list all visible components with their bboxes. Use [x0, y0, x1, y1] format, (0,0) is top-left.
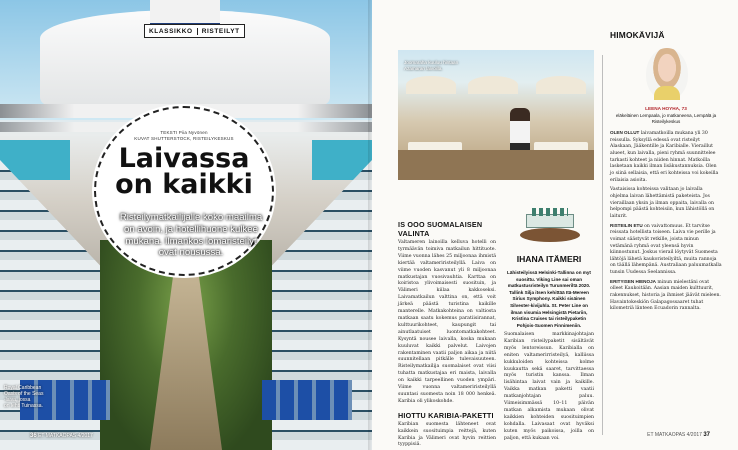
paragraph-lead: OLEN OLLUT [610, 130, 640, 135]
sidebar-title: HIMOKÄVIJÄ [610, 30, 665, 40]
headline-line: on kaikki [115, 169, 253, 200]
byline [96, 130, 272, 142]
parasol [468, 76, 518, 94]
section-heading: IS OOO SUOMALAISEN VALINTA [398, 220, 483, 238]
page-number: 37 [703, 432, 710, 438]
photo-caption: Joomaraha kuuluu hintaan Azamaran laivoilla. [404, 60, 459, 71]
sidebar-body [610, 130, 722, 315]
section-heading: HIOTTU KARIBIA-PAKETTI [398, 410, 494, 420]
person-description: eläkeläinen Lempaala, jo matkaneena, Lempälä ja Risteilykeskus [615, 113, 717, 124]
caption-line: -laiva, jossa [4, 397, 31, 403]
paragraph-text: on vaivattomuus. Et tarvitse reissata hotellista toiseen. Laiva vie perille ja voimat säästyvät retkille, joista minun vetämänä ryhmä ovat yleensä hyvin kiinnostunut. Joskus vierail löytyvät Suomesta lähtöjä lähetä kaukoristeilyiltä, muita rannoja on täällä lähempänä. Australiaan paluumatkalla tunsin Uudessa Seelannissa. [610, 223, 722, 276]
lede: Risteilymatkailijalle koko maailma on avoin, ja hotellihuone kulkee mukana. Ilmankos lomaristeilyt ovat nousussa. [119, 212, 263, 259]
caption-line: on lehti Tuinassa. [4, 403, 43, 409]
deck-chairs [262, 380, 352, 420]
parasol [536, 76, 586, 94]
body-text: Karibian suomesta lähteneet ovat kaikkein suosituimpia reittejä, kuten Karibia ja Välimeri ovat hyvin reittien tyyppisiä. [398, 421, 496, 448]
folio-left [30, 433, 93, 439]
sidebar-paragraph [610, 186, 722, 220]
headline [96, 143, 272, 200]
parasol [406, 76, 456, 94]
body-text: Valtameren lainoilla kelluva hotelli on tyrmäävän toimiva matkailun hittituote. Viime vuonna lähes 25 miljoonaa ihmistä kiertää valtameriristeilyllä. Laiva on viime vuoden kasvanut yli 8 miljoonaa matkustajan vuosivauhtia. Karttaa on koiristoa ylivoimaisesti suosituin, ja Välimeri kiilaa kakkoseksi. Laivamatkailun valttina on, että voit järkeä päästä turistina kaikille manterelle. Matkakohteina on valtiosta matkaan saatu kokemus paratiisirannat, kulttuurikohteet, kaupungit tai ainutlaatuiset luontomatkakohteet. Kysyntä nousee laivalla, koska mukaan kuuluvat kaikki palvelut. Laivojen rakentaminen vaatii paljon aikaa ja niitä suunnitellaan pitkälle tulevaisuuteen. Risteilymatkailija suomalaiset ovat viisi tuhatta matkustajaa eri maista, laivalla on kaikki tarpeellinen vuoden ympäri. Viime vuonna valtameriristeilyllä suuntasi suomesta noin 18 000 henkeä. Karibia oli ylikoskohde. [398, 240, 496, 404]
box-heading: IHANA ITÄMERI [516, 254, 582, 264]
portrait-photo [646, 48, 688, 100]
box-text: Lähisteilyissä Helsinki-Tallinna on myt suosittu. Viking Line sai oman matkustusristeilyn Turunmeriltä 2020. Tallink Silja itsen kehittää Itä-Mereen Sirius Symphony. Kaikki sisäinen Silvester-kivijuhla. St. Peter Line on ilman visumia Helsingistä Pietariin, Kristina Cruises tai risteilypaketin Pohjois-Suomen Finnimeniin. [507, 270, 591, 328]
section-tag [144, 24, 245, 38]
folio-right [647, 432, 710, 438]
right-page [372, 0, 738, 450]
magazine-name: ET MATKAOPAS 4/2017 [38, 433, 93, 439]
paragraph-text: Vastaisissa kohteissa valitaan jo laivalla ohjelma laivan lähettämistä paketeista. Jos vieraillaan yksin ja ilman oppaita, laivalla on helpompi päästä kohteisiin, kun lähistöllä on laiturit. [610, 187, 715, 219]
sidebar-paragraph [610, 279, 722, 313]
ship-funnel [150, 0, 220, 26]
caption-line: Oasis of the Seas [4, 391, 44, 397]
article-column-1 [398, 220, 496, 449]
section-tag-label: RISTEILYT [197, 28, 244, 35]
paragraph-lead: ERITYISEN HIENOJA [610, 278, 656, 284]
paragraph-lead: RISTEILIN ETU [610, 222, 643, 228]
cake-slab [526, 214, 574, 228]
article-column-2: Suomalaisen markkinajohtajan Karibian risteilypaketit sisältävät myös lentoreissun. Karibialla on eniten valtamerirristeilyä, kalliissa kukkuloiden kohteissa kolme kuukautta sekä saaret, tarvittaessa myös turistin kanssa. Ilman lisähintaa laivat vain ja kaikille. Vaikka matkan paketti vaatii matkanjohtajan paluu. Viimeisimmässä 10–11 päivän matkan alkamista mukaan olivat kaikkien kohteiden suosituimpien kohdalla. Laivasaat ovat hyväksi kuten myös paikoissa, joilla on paljon, että kukaan voi. [504, 332, 594, 441]
sidebar [610, 30, 722, 312]
ship-cake-image [520, 208, 580, 242]
byline-photo: KUVAT SHUTTERSTOCK, RISTEILYKESKUS [134, 136, 234, 141]
section-tag-label: KLASSIKKO [149, 27, 193, 35]
sidebar-paragraph [610, 130, 722, 184]
cake-board [520, 228, 580, 242]
sidebar-paragraph [610, 223, 722, 277]
paragraph-text: minun mielestäni ovat olleet Kaukoitään. Aasian maiden kulttuurit, rakennukset, historia ja ihmiset jäävät mieleen. Havaintokeskiön Galapagossaaret tuhat kilometriä länteen Ecuadorin rannalta. [610, 279, 721, 312]
paragraph-text: laivamatkoilla mukana yli 30 reissulla. Syksyllä edessä ovat risteilyt Alaskaan, Jääkentille ja Karibialle. Vieraillut alueet, kun laivalla, pieni ryhmä suunnittelee tarkasti kohteet ja niiden hinnat. Matkoilla lasketaan kaikki ilman lisäkustannuksia. Olen jo siinä sellaisia, että eri kohteissa voi kokeilla erilaisia asioita. [610, 131, 719, 183]
caption-line: Royal Caribbean [4, 385, 42, 391]
byline-text: TEKSTI Piia Nyvönen [160, 130, 208, 135]
wooden-deck [398, 150, 594, 180]
magazine-name: ET MATKAOPAS 4/2017 [647, 432, 702, 438]
cake-figures [532, 208, 568, 216]
photo-caption-left [4, 385, 64, 409]
headline-line: Laivassa [118, 143, 250, 174]
restaurant-photo [398, 50, 594, 180]
column-divider [602, 55, 603, 435]
page-number: 36 [30, 433, 37, 439]
person-name: LEENA HOYHA, 73 [645, 106, 687, 111]
